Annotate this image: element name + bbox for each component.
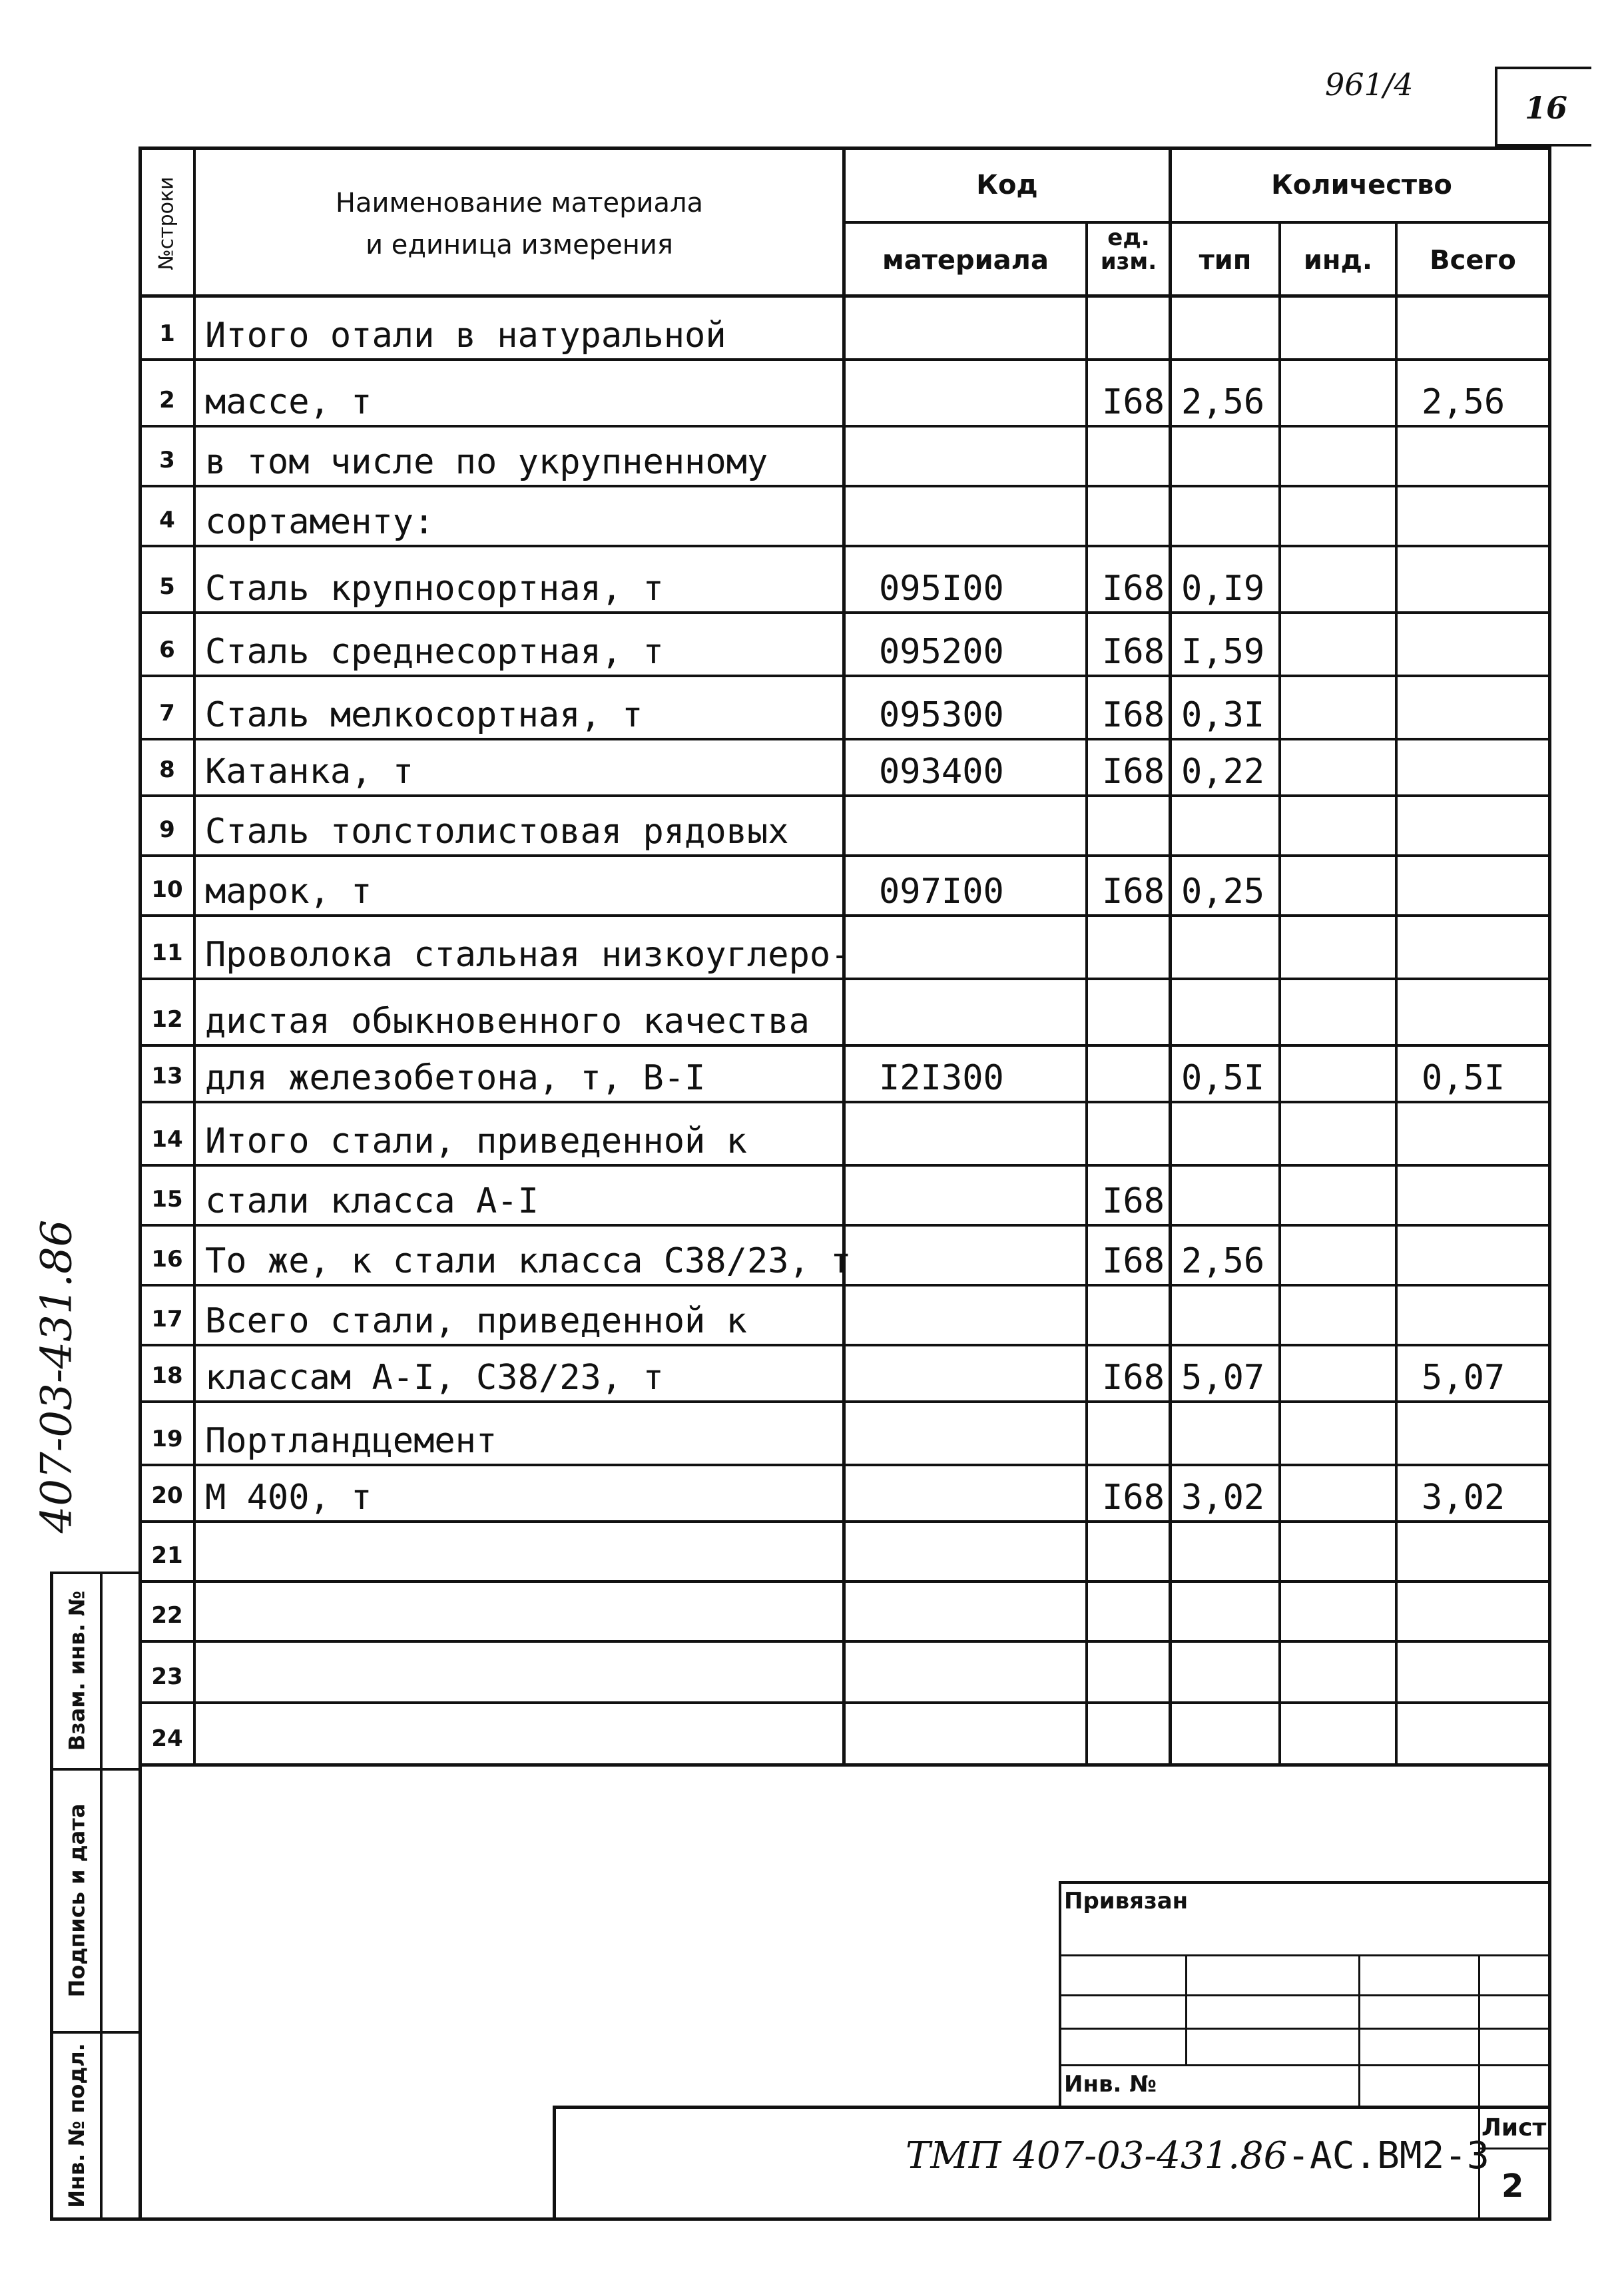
material-name: Проволока стальная низкоуглеро- (205, 935, 852, 975)
row-number: 14 (151, 1126, 183, 1153)
row-number: 4 (159, 507, 175, 533)
qty-ind-header: инд. (1303, 245, 1373, 276)
row-divider (138, 1164, 1551, 1167)
qty-total-header: Всего (1430, 245, 1516, 276)
row-divider (138, 794, 1551, 797)
material-name: Итого стали, приведенной к (205, 1121, 747, 1161)
row-number: 6 (159, 637, 175, 663)
material-name: Катанка, т (205, 752, 414, 792)
qty-type-value: 2,56 (1181, 1241, 1265, 1281)
unit-code: I68 (1102, 632, 1165, 672)
qty-total-value: 2,56 (1422, 382, 1505, 422)
row-number: 20 (151, 1482, 183, 1509)
row-number: 7 (159, 700, 175, 726)
qty-type-value: I,59 (1181, 632, 1265, 672)
row-number: 23 (151, 1663, 183, 1690)
unit-code: I68 (1102, 382, 1165, 422)
row-divider (138, 611, 1551, 614)
code-header: Код (976, 170, 1038, 200)
row-divider (138, 1640, 1551, 1643)
row-divider (138, 1580, 1551, 1583)
row-number: 17 (151, 1306, 183, 1332)
qty-type-value: 0,25 (1181, 872, 1265, 912)
material-name: Итого отали в натуральной (205, 316, 726, 356)
page-box-left-border (1495, 67, 1497, 145)
material-code: I2I300 (879, 1058, 1004, 1098)
document-number (906, 2134, 1489, 2177)
inv-no-label: Инв. № (1064, 2071, 1157, 2098)
row-divider (138, 1101, 1551, 1103)
material-name: стали класса А-I (205, 1181, 539, 1221)
material-name: в том числе по укрупненному (205, 442, 768, 482)
row-divider (138, 914, 1551, 917)
material-name: сортаменту: (205, 502, 435, 542)
row-divider (138, 738, 1551, 740)
material-name: То же, к стали класса С38/23, т (205, 1241, 852, 1281)
material-code: 095I00 (879, 569, 1004, 609)
row-divider (138, 1701, 1551, 1704)
row-divider (138, 1464, 1551, 1466)
row-number: 13 (151, 1063, 183, 1089)
row-divider (138, 358, 1551, 361)
page-number: 16 (1525, 90, 1568, 126)
inv-podl-label: Инв. № подл. (64, 2042, 90, 2208)
unit-code: I68 (1102, 752, 1165, 792)
row-number: 22 (151, 1602, 183, 1629)
privyazan-label: Привязан (1064, 1888, 1189, 1914)
unit-code: I68 (1102, 872, 1165, 912)
qty-type-value: 0,I9 (1181, 569, 1265, 609)
qty-type-value: 2,56 (1181, 382, 1265, 422)
qty-total-value: 0,5I (1422, 1058, 1505, 1098)
qty-type-header: тип (1199, 245, 1252, 276)
row-number-header: №строки (154, 176, 178, 270)
qty-type-value: 3,02 (1181, 1478, 1265, 1518)
side-doc-code: 407-03-431.86 (32, 1219, 82, 1534)
signature-date-label: Подпись и дата (64, 1803, 89, 1998)
row-divider (138, 1520, 1551, 1523)
row-number: 8 (159, 756, 175, 783)
qty-type-value: 0,5I (1181, 1058, 1265, 1098)
unit-header: ед. изм. (1100, 224, 1157, 275)
document-number-typed: -АС.ВМ2-3 (1287, 2134, 1489, 2177)
row-divider (138, 978, 1551, 980)
unit-code: I68 (1102, 1478, 1165, 1518)
qty-type-value: 0,22 (1181, 752, 1265, 792)
row-divider (138, 545, 1551, 547)
row-number: 15 (151, 1186, 183, 1213)
material-name: массе, т (205, 382, 372, 422)
row-divider (138, 675, 1551, 677)
row-number: 1 (159, 320, 175, 347)
material-name: Всего стали, приведенной к (205, 1301, 747, 1341)
material-code: 095200 (879, 632, 1004, 672)
row-divider (138, 1044, 1551, 1047)
unit-code: I68 (1102, 1181, 1165, 1221)
archive-number: 961/4 (1325, 67, 1414, 103)
material-name: марок, т (205, 872, 372, 912)
qty-type-value: 0,3I (1181, 695, 1265, 735)
document-number-handwritten: ТМП 407-03-431.86 (906, 2134, 1288, 2177)
row-divider (138, 1224, 1551, 1227)
row-divider (138, 1763, 1551, 1766)
row-number: 5 (159, 573, 175, 600)
row-divider (138, 1400, 1551, 1403)
row-number: 9 (159, 816, 175, 843)
code-material-header: материала (882, 245, 1049, 276)
qty-total-value: 3,02 (1422, 1478, 1505, 1518)
material-name: Сталь среднесортная, т (205, 632, 664, 672)
material-code: 093400 (879, 752, 1004, 792)
row-number: 19 (151, 1426, 183, 1452)
material-name: Сталь толстолистовая рядовых (205, 812, 789, 852)
quantity-header: Количество (1271, 170, 1452, 200)
sheet-label: Лист (1481, 2114, 1547, 2142)
qty-total-value: 5,07 (1422, 1358, 1505, 1398)
unit-code: I68 (1102, 1241, 1165, 1281)
qty-type-value: 5,07 (1181, 1358, 1265, 1398)
material-code: 097I00 (879, 872, 1004, 912)
row-divider (138, 1284, 1551, 1287)
row-number: 18 (151, 1362, 183, 1389)
name-header-line2: и единица измерения (366, 230, 673, 260)
sheet-number: 2 (1501, 2167, 1524, 2205)
unit-code: I68 (1102, 695, 1165, 735)
unit-code: I68 (1102, 1358, 1165, 1398)
material-name: дистая обыкновенного качества (205, 1002, 810, 1041)
row-number: 10 (151, 876, 183, 903)
row-divider (138, 1344, 1551, 1346)
row-number: 16 (151, 1246, 183, 1273)
vzam-inv-label: Взам. инв. № (64, 1590, 90, 1751)
unit-code: I68 (1102, 569, 1165, 609)
row-number: 21 (151, 1542, 183, 1569)
material-name: Сталь крупносортная, т (205, 569, 664, 609)
material-name: М 400, т (205, 1478, 372, 1518)
row-divider (138, 425, 1551, 428)
material-name: для железобетона, т, В-I (205, 1058, 706, 1098)
material-name: Портландцемент (205, 1421, 497, 1461)
row-number: 11 (151, 940, 183, 966)
material-name: классам А-I, С38/23, т (205, 1358, 664, 1398)
row-divider (138, 854, 1551, 857)
row-number: 24 (151, 1725, 183, 1752)
page-box-top-border (1495, 67, 1591, 69)
row-number: 3 (159, 447, 175, 473)
row-number: 12 (151, 1006, 183, 1033)
row-divider (138, 485, 1551, 487)
material-name: Сталь мелкосортная, т (205, 695, 643, 735)
material-code: 095300 (879, 695, 1004, 735)
row-number: 2 (159, 387, 175, 414)
name-header-line1: Наименование материала (335, 188, 704, 218)
